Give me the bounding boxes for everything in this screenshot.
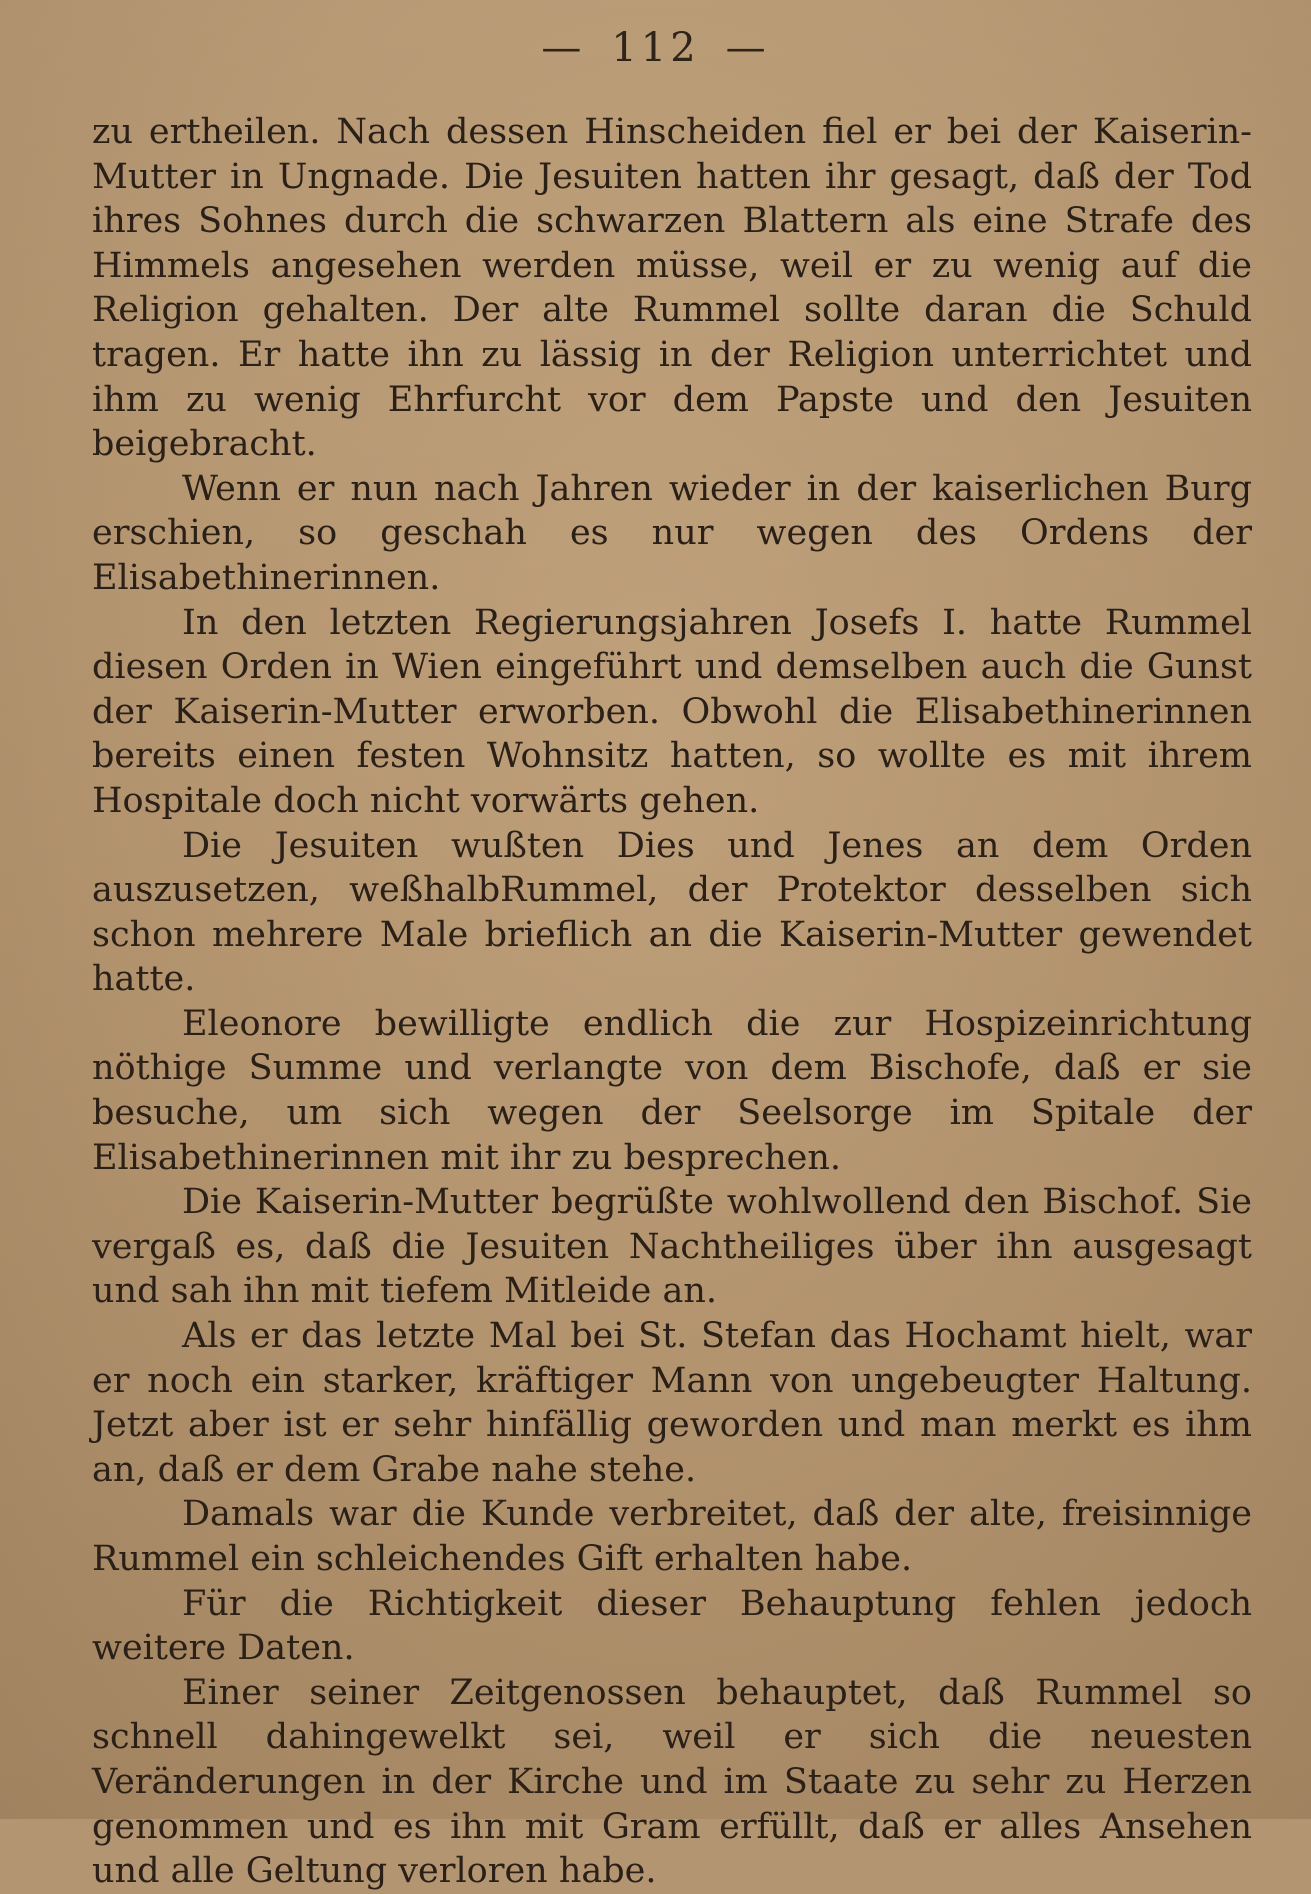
page-number-dash-left: —: [541, 25, 586, 71]
paragraph-6: Die Kaiserin-Mutter begrüßte wohlwollend den Bischof. Sie vergaß es, daß die Jesuiten Nachtheiliges über ihn ausgesagt und sah ihn mit tiefem Mitleide an.: [92, 1182, 1252, 1312]
page-number-dash-right: —: [725, 25, 770, 71]
paragraph-1: zu ertheilen. Nach dessen Hinscheiden fiel er bei der Kaiserin-Mutter in Ungnade. Die Jesuiten hatten ihr gesagt, daß der Tod ihres Sohnes durch die schwarzen Blattern als eine Strafe des Himmels angesehen werden müsse, weil er zu wenig auf die Religion gehalten. Der alte Rummel sollte daran die Schuld tragen. Er hatte ihn zu lässig in der Religion unterrichtet und ihm zu wenig Ehrfurcht vor dem Papste und den Jesuiten beigebracht.: [92, 112, 1252, 465]
body-text: [92, 110, 1252, 1894]
paragraph-8: Damals war die Kunde verbreitet, daß der alte, freisinnige Rummel ein schleichendes Gift erhalten habe.: [92, 1494, 1252, 1579]
paragraph-5: Eleonore bewilligte endlich die zur Hospizeinrichtung nöthige Summe und verlangte von dem Bischofe, daß er sie besuche, um sich wegen der Seelsorge im Spitale der Elisabethinerinnen mit ihr zu besprechen.: [92, 1003, 1252, 1178]
page-number-header: [0, 22, 1311, 74]
paragraph-9: Für die Richtigkeit dieser Behauptung fehlen jedoch weitere Daten.: [92, 1583, 1252, 1669]
paragraph-7: Als er das letzte Mal bei St. Stefan das Hochamt hielt, war er noch ein starker, kräftiger Mann von ungebeugter Haltung. Jetzt aber ist er sehr hinfällig geworden und man merkt es ihm an, daß er dem Grabe nahe stehe.: [92, 1316, 1252, 1490]
page-number: 112: [611, 25, 700, 71]
paragraph-3: In den letzten Regierungsjahren Josefs I. hatte Rummel diesen Orden in Wien eingeführt und demselben auch die Gunst der Kaiserin-Mutter erworben. Obwohl die Elisabethinerinnen bereits einen festen Wohnsitz hatten, so wollte es mit ihrem Hospitale doch nicht vorwärts gehen.: [92, 602, 1252, 821]
paragraph-4: Die Jesuiten wußten Dies und Jenes an dem Orden auszusetzen, weßhalbRummel, der Protektor desselben sich schon mehrere Male brieflich an die Kaiserin-Mutter gewendet hatte.: [92, 825, 1252, 1000]
paragraph-10: Einer seiner Zeitgenossen behauptet, daß Rummel so schnell dahingewelkt sei, weil er sich die neuesten Veränderungen in der Kirche und im Staate zu sehr zu Herzen genommen und es ihn mit Gram erfüllt, daß er alles Ansehen und alle Geltung verloren habe.: [92, 1672, 1252, 1892]
paragraph-2: Wenn er nun nach Jahren wieder in der kaiserlichen Burg erschien, so geschah es nur wegen des Ordens der Elisabethinerinnen.: [92, 468, 1252, 598]
